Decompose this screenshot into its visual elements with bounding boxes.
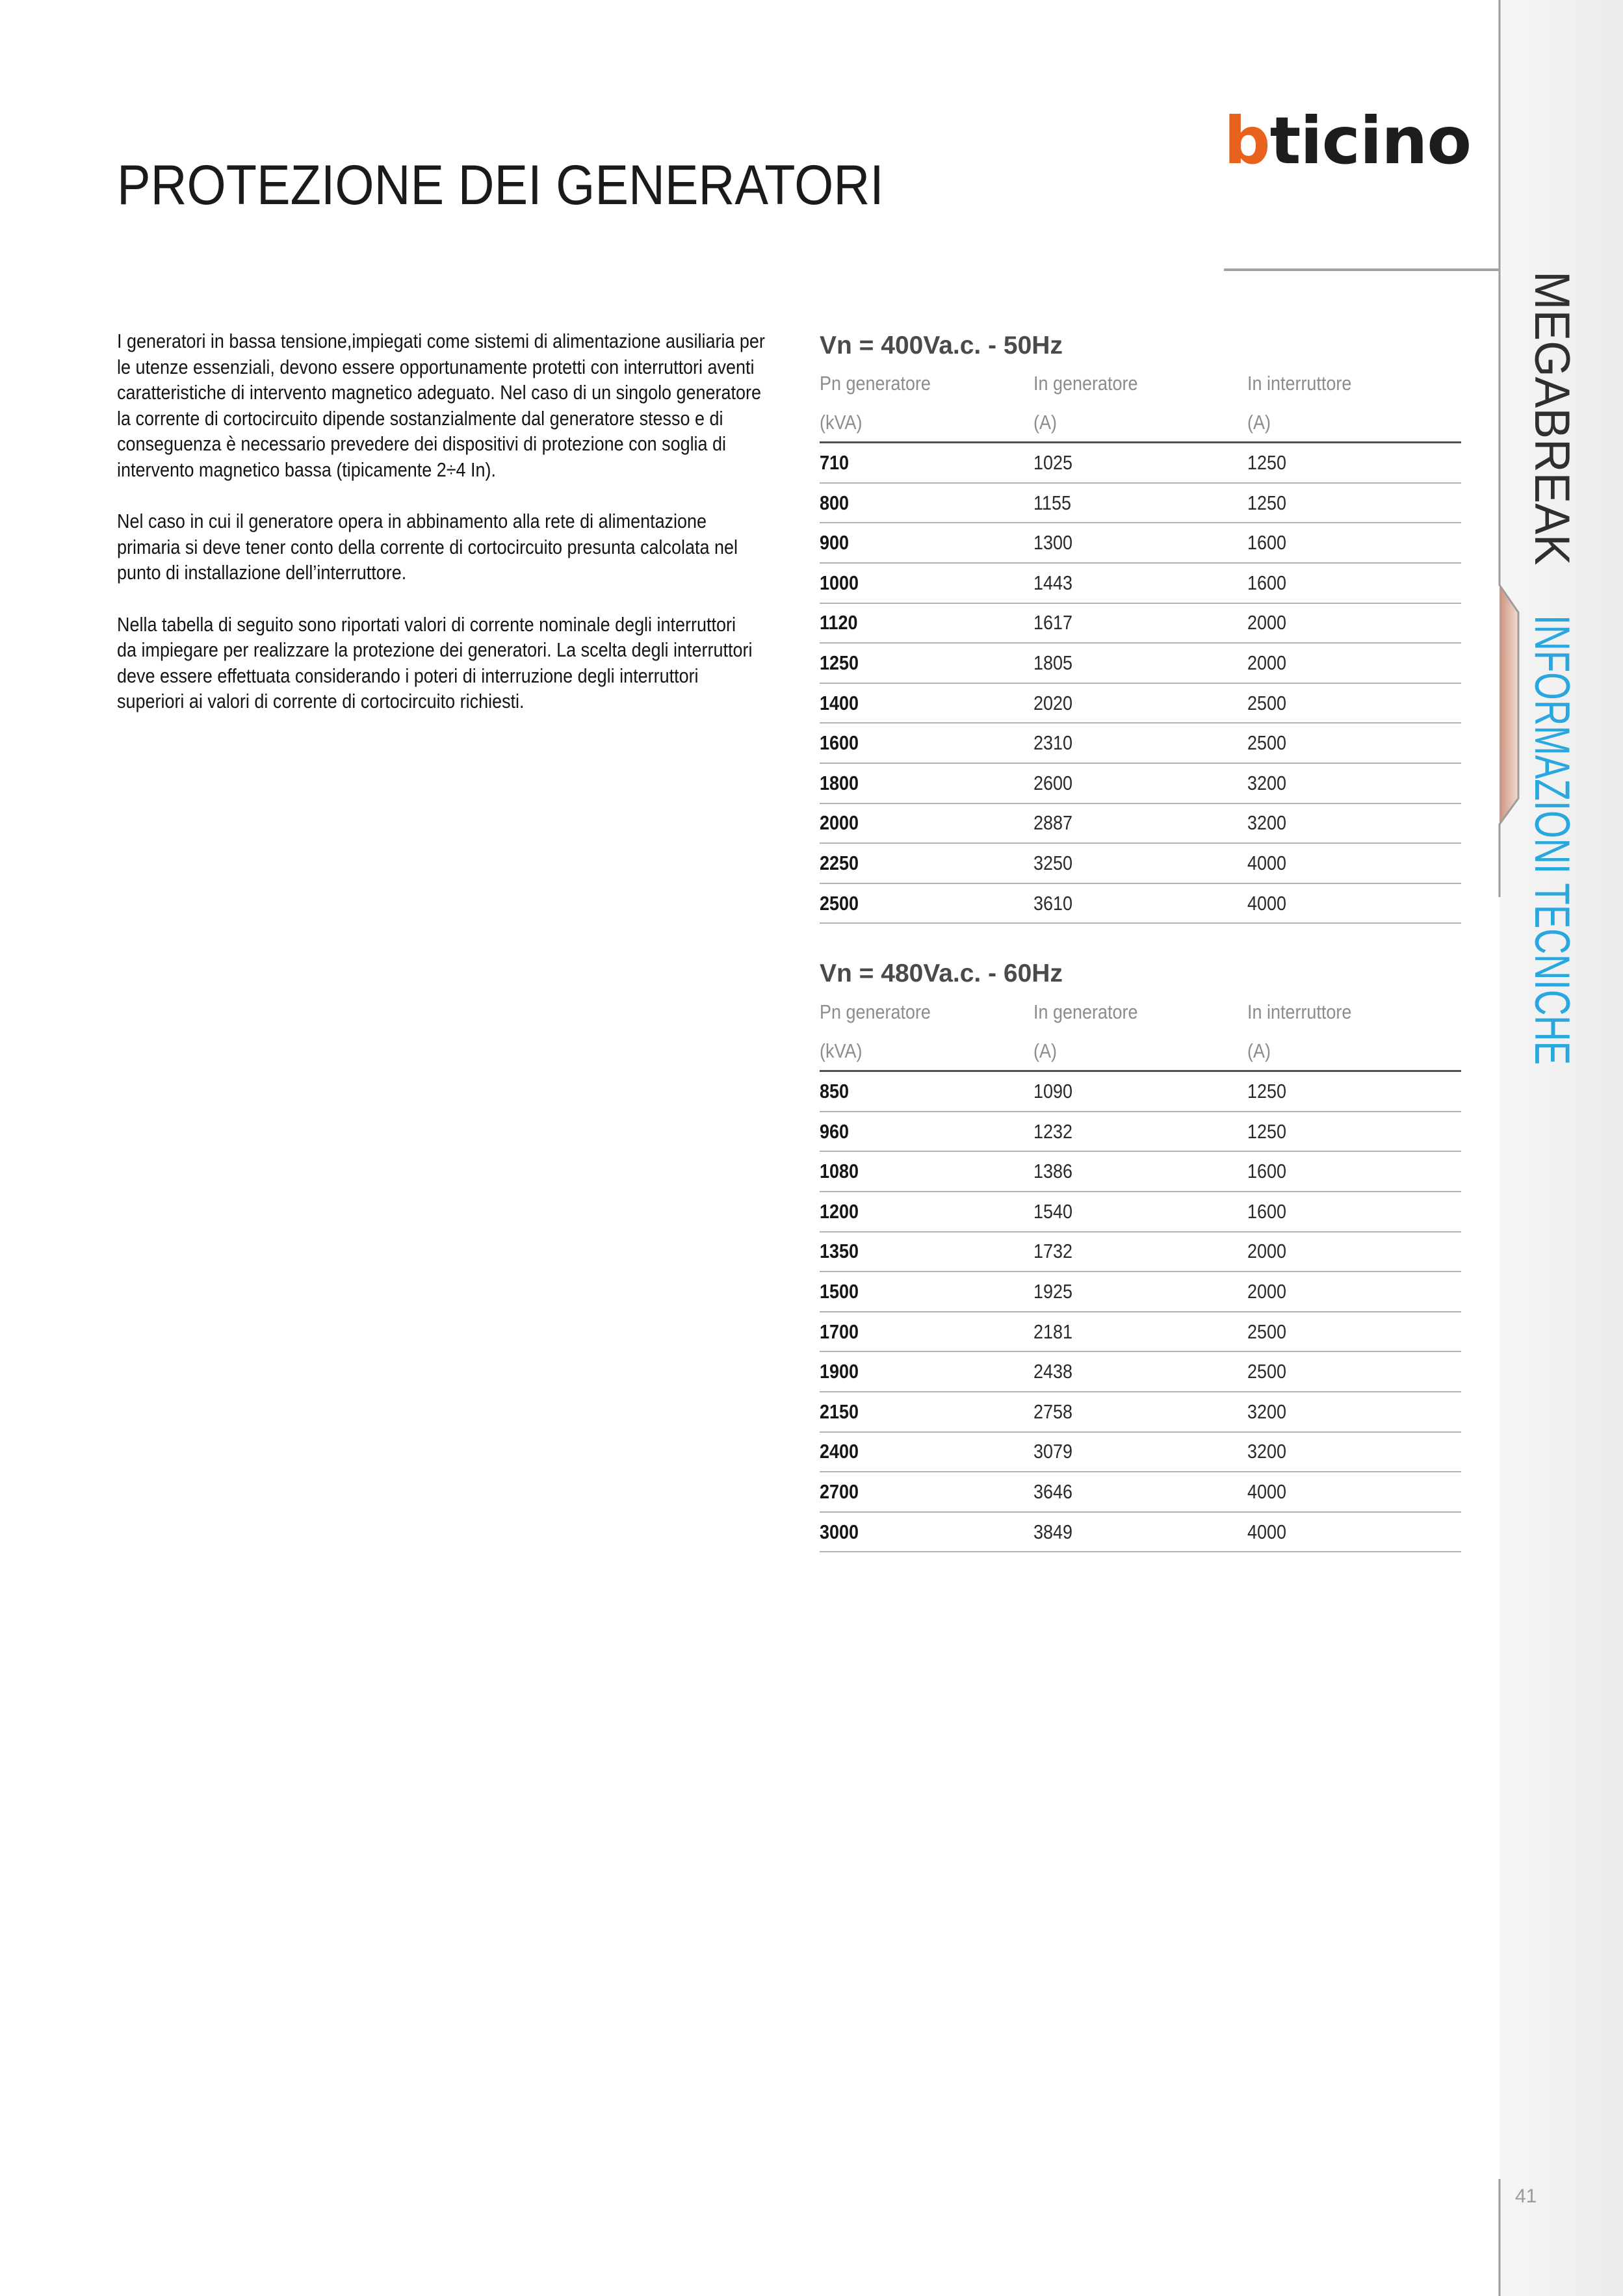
cell-pn-generatore: 2150 [820,1400,859,1423]
logo-letters: ticino [1269,103,1472,179]
cell-in-interruttore: 2000 [1247,651,1287,674]
sidebar-subsection-label: INFORMAZIONI TECNICHE [1524,615,1579,1065]
intro-text [117,328,799,740]
cell-in-interruttore: 1250 [1247,1079,1287,1102]
header-in-interruttore: (A) [1247,410,1271,434]
cell-in-generatore: 3646 [1033,1480,1073,1503]
table-row [820,564,1461,604]
intro-line: conseguenza è necessario prevedere dei dispositivi di protezione con soglia di [117,432,727,456]
header-in-generatore: (A) [1033,1039,1057,1062]
table-header-row [820,992,1461,1032]
cell-in-generatore: 1540 [1033,1199,1073,1223]
table-row [820,684,1461,724]
header-in-generatore: In generatore [1033,1000,1138,1023]
intro-line: intervento magnetico bassa (tipicamente 2÷4 In). [117,458,496,481]
cell-in-generatore: 2600 [1033,771,1073,794]
table-title: Vn = 480Va.c. - 60Hz [820,959,1063,987]
cell-in-interruttore: 3200 [1247,1440,1287,1463]
cell-in-generatore: 1443 [1033,571,1073,594]
table-row [820,724,1461,764]
cell-in-generatore: 2438 [1033,1360,1073,1383]
cell-in-interruttore: 2000 [1247,611,1287,634]
cell-pn-generatore: 2250 [820,851,859,874]
cell-pn-generatore: 960 [820,1119,850,1143]
cell-in-generatore: 3849 [1033,1520,1073,1543]
table-row [820,604,1461,644]
table-row [820,1392,1461,1433]
table-title: Vn = 400Va.c. - 50Hz [820,332,1063,359]
table-row [820,1072,1461,1112]
cell-pn-generatore: 900 [820,531,850,554]
cell-pn-generatore: 1600 [820,731,859,755]
intro-line: punto di installazione dell’interruttore. [117,561,407,584]
cell-in-interruttore: 2000 [1247,1279,1287,1303]
intro-paragraph [117,612,799,714]
table-row [820,1192,1461,1233]
table-row [820,1233,1461,1273]
cell-in-generatore: 1732 [1033,1240,1073,1263]
intro-line: da impiegare per realizzare la protezione dei generatori. La scelta degli interruttori [117,638,753,662]
cell-in-interruttore: 2500 [1247,1320,1287,1343]
sidebar-section-label: MEGABREAK [1524,271,1579,566]
header-in-interruttore: In interruttore [1247,371,1352,395]
cell-in-generatore: 1090 [1033,1079,1073,1102]
cell-in-interruttore: 3200 [1247,1400,1287,1423]
table-row [820,1272,1461,1312]
cell-pn-generatore: 1120 [820,611,858,634]
cell-pn-generatore: 800 [820,491,850,514]
intro-line: la corrente di cortocircuito dipende sostanzialmente dal generatore stesso e di [117,406,723,430]
cell-in-interruttore: 1600 [1247,1199,1287,1223]
table-row [820,1433,1461,1473]
header-rule [1224,268,1500,271]
cell-in-generatore: 1155 [1033,491,1072,514]
header-in-generatore: (A) [1033,410,1057,434]
table-header-row [820,1032,1461,1073]
cell-pn-generatore: 1400 [820,691,859,714]
cell-pn-generatore: 1250 [820,651,859,674]
table-row [820,1312,1461,1353]
cell-in-interruttore: 1600 [1247,571,1287,594]
cell-in-generatore: 2758 [1033,1400,1073,1423]
cell-in-interruttore: 2500 [1247,1360,1287,1383]
cell-in-interruttore: 4000 [1247,1480,1287,1503]
cell-in-interruttore: 2500 [1247,691,1287,714]
table-row [820,884,1461,924]
intro-line: Nella tabella di seguito sono riportati valori di corrente nominale degli interruttori [117,612,736,636]
table-row [820,1112,1461,1153]
intro-paragraph [117,508,799,586]
generator-table-480v [820,992,1461,1552]
header-in-interruttore: (A) [1247,1039,1271,1062]
intro-line: le utenze essenziali, devono essere opportunamente protetti con interruttori aventi [117,355,755,378]
intro-line: primaria si deve tener conto della corrente di cortocircuito presunta calcolata nel [117,535,738,558]
cell-pn-generatore: 1900 [820,1360,859,1383]
cell-pn-generatore: 1500 [820,1279,859,1303]
cell-in-generatore: 1617 [1033,611,1073,634]
cell-pn-generatore: 1350 [820,1240,859,1263]
header-in-interruttore: In interruttore [1247,1000,1352,1023]
header-in-generatore: In generatore [1033,371,1138,395]
cell-in-interruttore: 1250 [1247,491,1287,514]
cell-in-interruttore: 3200 [1247,771,1287,794]
intro-line: Nel caso in cui il generatore opera in abbinamento alla rete di alimentazione [117,510,707,533]
cell-pn-generatore: 850 [820,1079,850,1102]
table-row [820,1352,1461,1392]
header-pn-generatore: (kVA) [820,1039,863,1062]
cell-pn-generatore: 2000 [820,811,859,835]
table-row [820,644,1461,684]
table-row [820,1152,1461,1192]
cell-in-generatore: 3250 [1033,851,1073,874]
cell-in-interruttore: 4000 [1247,851,1287,874]
cell-pn-generatore: 3000 [820,1520,859,1543]
cell-in-interruttore: 2500 [1247,731,1287,755]
header-pn-generatore: Pn generatore [820,371,931,395]
logo-letter-b: b [1224,103,1270,179]
table-row [820,844,1461,884]
table-row [820,484,1461,524]
cell-in-generatore: 2020 [1033,691,1073,714]
bticino-logo [1224,103,1472,179]
cell-pn-generatore: 2400 [820,1440,859,1463]
cell-in-generatore: 3079 [1033,1440,1073,1463]
table-row [820,1472,1461,1513]
header-pn-generatore: (kVA) [820,410,863,434]
table-row [820,804,1461,844]
cell-in-generatore: 1386 [1033,1160,1073,1183]
cell-pn-generatore: 1200 [820,1199,859,1223]
table-row [820,1513,1461,1553]
cell-pn-generatore: 1700 [820,1320,859,1343]
cell-in-interruttore: 2000 [1247,1240,1287,1263]
cell-in-interruttore: 1600 [1247,531,1287,554]
cell-pn-generatore: 1800 [820,771,859,794]
page-title: PROTEZIONE DEI GENERATORI [117,154,884,216]
table-header-row [820,404,1461,444]
cell-in-generatore: 2887 [1033,811,1073,835]
intro-line: deve essere effettuata considerando i poteri di interruzione degli interruttori [117,664,699,687]
table-row [820,443,1461,484]
cell-in-generatore: 1925 [1033,1279,1073,1303]
cell-in-interruttore: 4000 [1247,1520,1287,1543]
cell-in-interruttore: 1250 [1247,1119,1287,1143]
cell-in-generatore: 2310 [1033,731,1073,755]
cell-in-generatore: 3610 [1033,891,1073,915]
intro-paragraph [117,328,799,483]
cell-in-generatore: 1300 [1033,531,1073,554]
intro-line: caratteristiche di intervento magnetico adeguato. Nel caso di un singolo generatore [117,381,762,404]
cell-in-generatore: 1805 [1033,651,1073,674]
cell-in-interruttore: 3200 [1247,811,1287,835]
cell-in-generatore: 2181 [1033,1320,1073,1343]
cell-in-interruttore: 1250 [1247,450,1287,474]
cell-in-generatore: 1025 [1033,450,1073,474]
table-row [820,523,1461,564]
cell-pn-generatore: 2700 [820,1480,859,1503]
header-pn-generatore: Pn generatore [820,1000,931,1023]
intro-line: superiori ai valori di corrente di cortocircuito richiesti. [117,690,525,713]
table-header-row [820,363,1461,404]
intro-line: I generatori in bassa tensione,impiegati come sistemi di alimentazione ausiliaria per [117,330,765,352]
table-row [820,764,1461,804]
cell-pn-generatore: 710 [820,450,850,474]
cell-in-generatore: 1232 [1033,1119,1073,1143]
cell-pn-generatore: 2500 [820,891,859,915]
cell-in-interruttore: 1600 [1247,1160,1287,1183]
cell-pn-generatore: 1080 [820,1160,859,1183]
page-number: 41 [1515,2185,1537,2207]
cell-pn-generatore: 1000 [820,571,859,594]
cell-in-interruttore: 4000 [1247,891,1287,915]
generator-table-400v [820,363,1461,924]
